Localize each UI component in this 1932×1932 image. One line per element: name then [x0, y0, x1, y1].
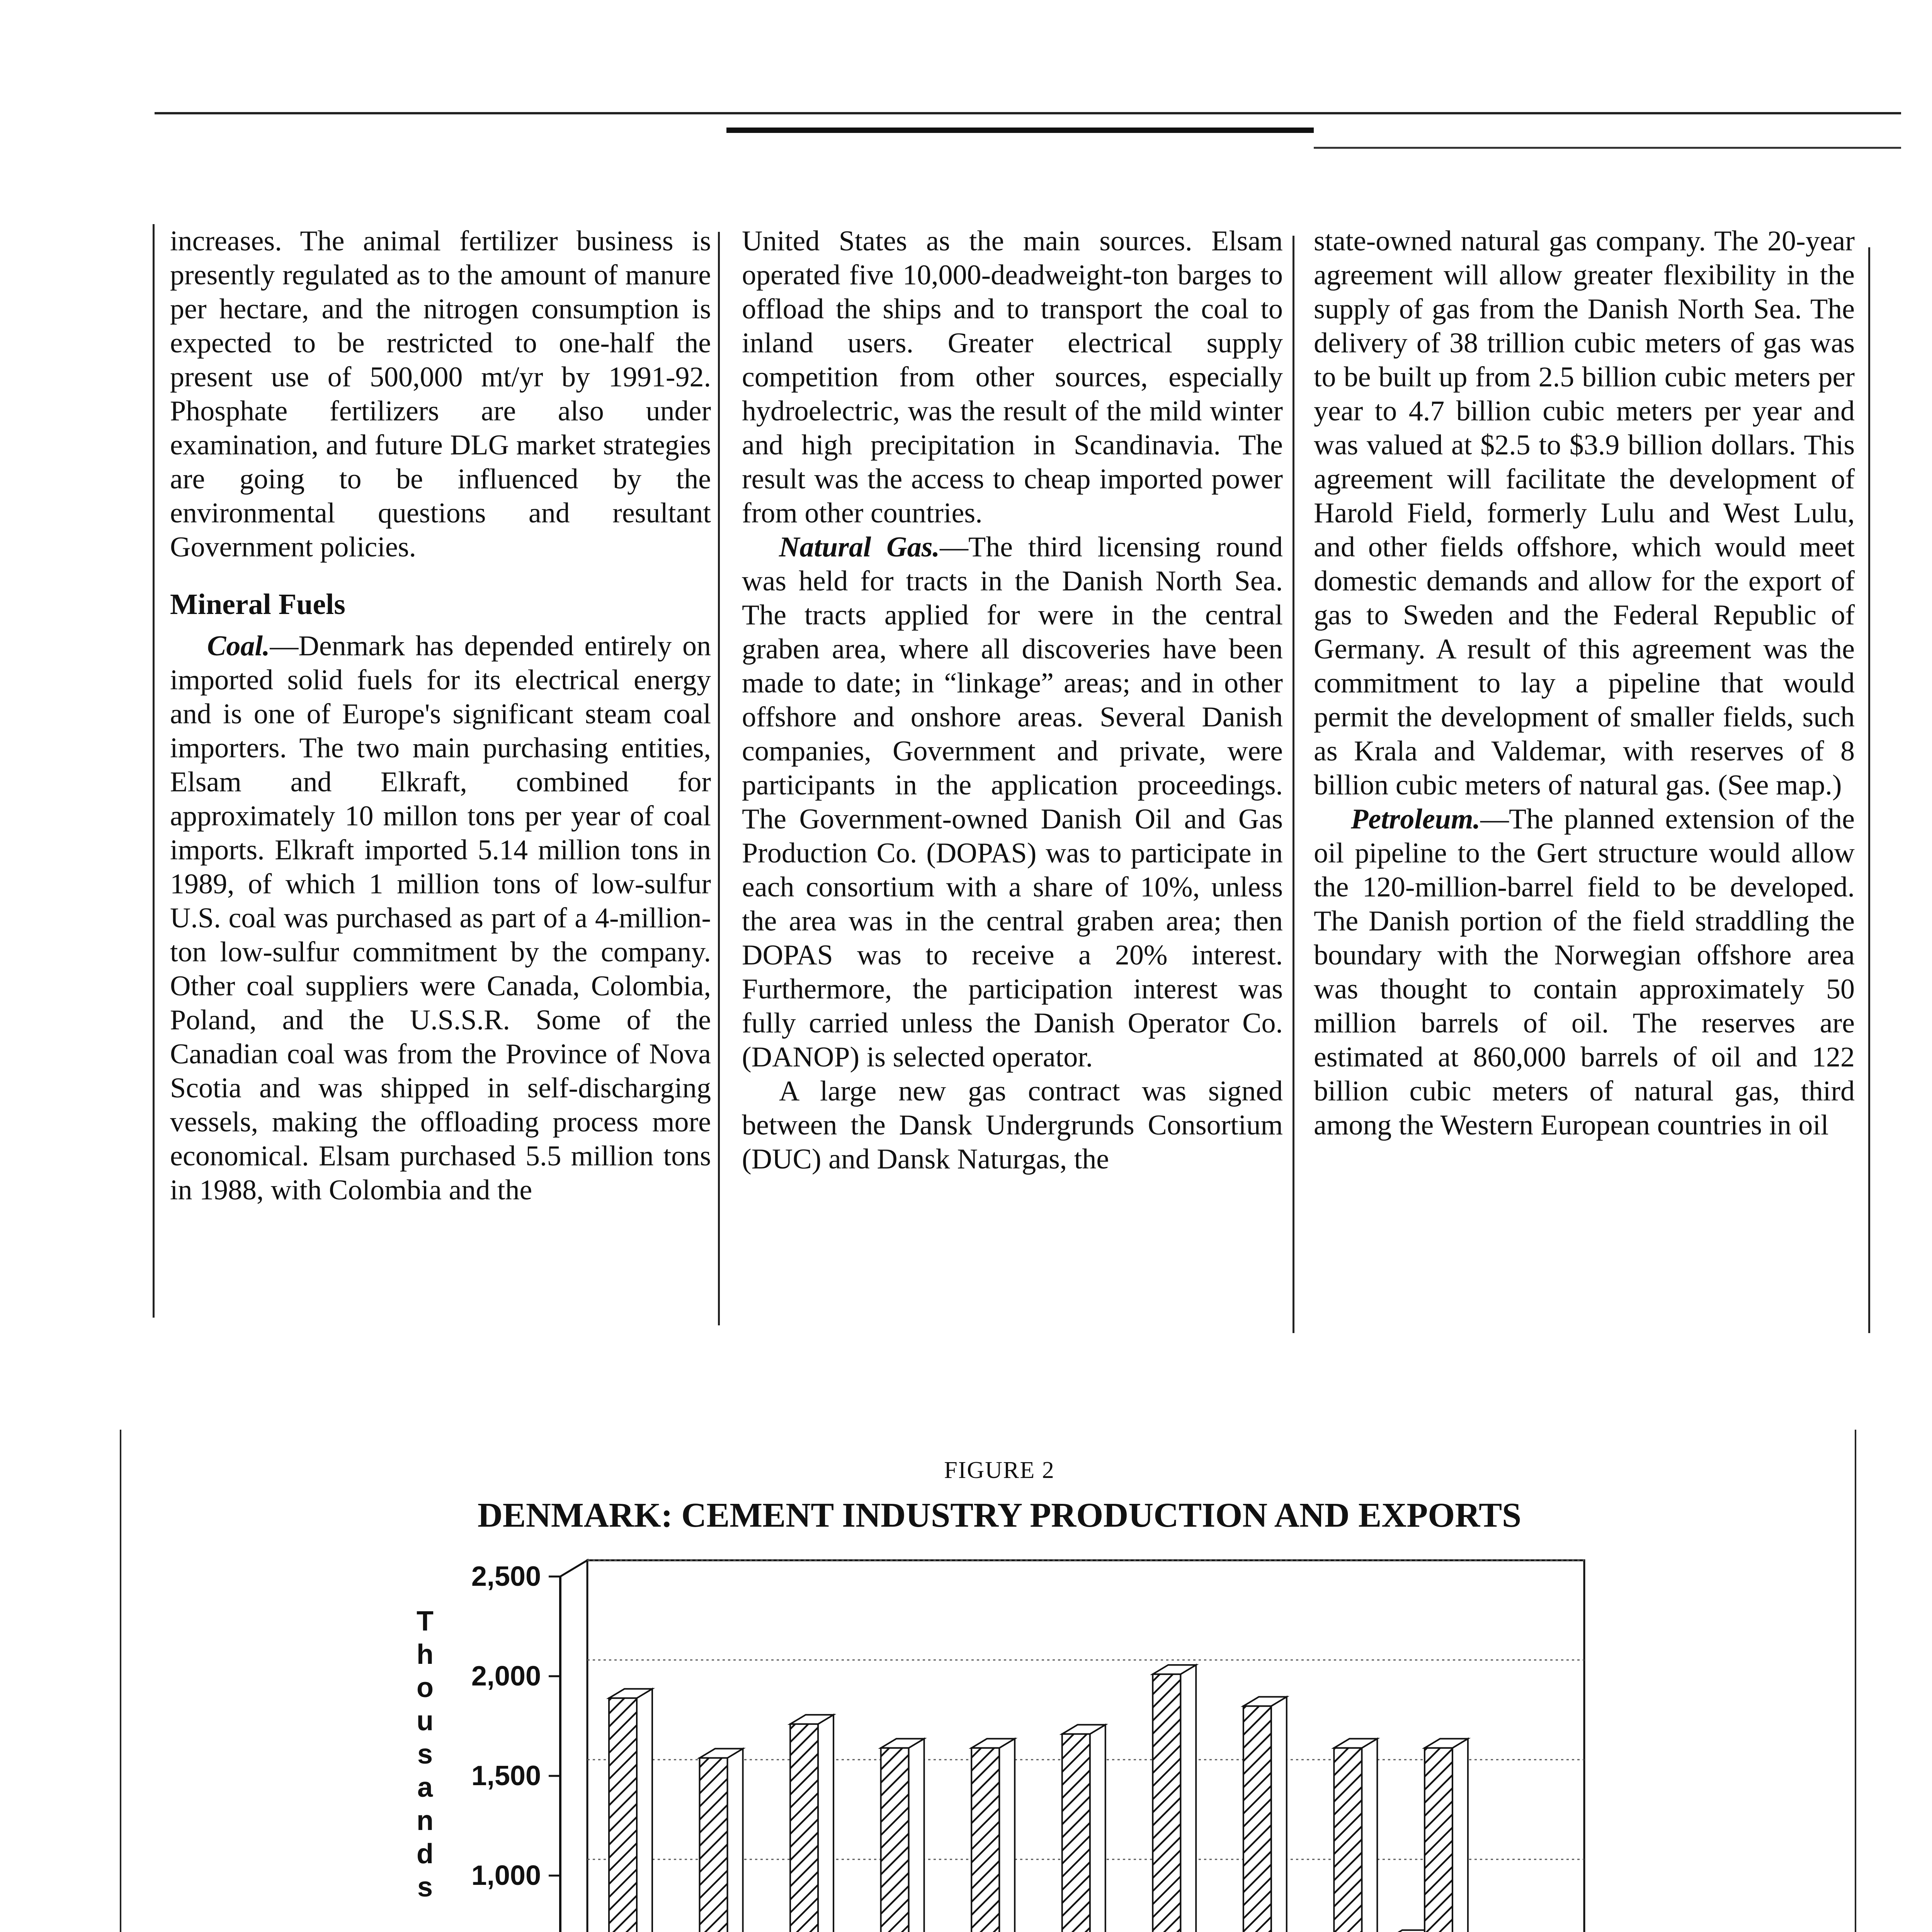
run-in-heading: Petroleum. [1351, 803, 1481, 835]
bar-production-side [909, 1739, 924, 1932]
bar-production [700, 1758, 728, 1932]
paragraph-text: —The third licensing round was held for tracts in the Danish North Sea. The tracts applied for were in the central graben area, where all discoveries have been made to date; in “linkage” areas; and in other offshore and onshore areas. Several Danish companies, Government and private, were participants in the application proceedings. The Government-owned Danish Oil and Gas Production Co. (DOPAS) was to participate in each consortium with a share of 10%, unless the area was in the central graben area; then DOPAS was to receive a 20% interest. Furthermore, the participation interest was fully carried unless the Danish Operator Co. (DANOP) is selected operator. [742, 531, 1283, 1073]
bar-production [1243, 1706, 1271, 1932]
bar-production-side [1271, 1697, 1287, 1932]
y-tick-label: 2,000 [471, 1661, 541, 1692]
bar-production [1062, 1734, 1090, 1932]
bar-production-side [1090, 1725, 1105, 1932]
bar-production-side [1362, 1739, 1377, 1932]
bar-production-side [818, 1715, 833, 1932]
bar-production [881, 1748, 909, 1932]
bar-production [1425, 1748, 1452, 1932]
y-tick-label: 1,500 [471, 1760, 541, 1791]
y-tick-label: 2,500 [471, 1561, 541, 1592]
paragraph-text: —The planned extension of the oil pipeline to the Gert structure would allow the 120-million-barrel field to be developed. The Danish portion of the field straddling the boundary with the Norwegian offshore area was thought to contain approximately 50 million barrels of oil. The reserves are estimated at 860,000 barrels of oil and 122 billion cubic meters of natural gas, third among the Western European countries in oil [1314, 803, 1855, 1141]
bar-production-side [1452, 1739, 1468, 1932]
figure-title: DENMARK: CEMENT INDUSTRY PRODUCTION AND EXPORTS [477, 1496, 1522, 1534]
y-axis-label-letter: s [417, 1739, 433, 1770]
y-axis-label-letter: s [417, 1872, 433, 1903]
y-axis-label-letter: T [417, 1606, 434, 1637]
y-axis-label-letter: h [417, 1639, 434, 1670]
bar-production-side [1180, 1665, 1196, 1932]
bar-production [609, 1698, 637, 1932]
paragraph-text: —Denmark has depended entirely on imported solid fuels for its electrical energy and is one of Europe's significant steam coal importers. The two main purchasing entities, Elsam and Elkraft, combined for approximately 10 millon tons per year of coal imports. Elkraft imported 5.14 million tons in 1989, of which 1 million tons of low-sulfur U.S. coal was purchased as part of a 4-million-ton low-sulfur commitment by the company. Other coal suppliers were Canada, Colombia, Poland, and the U.S.S.R. Some of the Canadian coal was from the Province of Nova Scotia and was shipped in self-discharging vessels, making the offloading process more economical. Elsam purchased 5.5 million tons in 1988, with Colombia and the [170, 630, 711, 1206]
bar-production-side [728, 1749, 743, 1932]
y-axis-label-letter: a [417, 1772, 433, 1803]
y-axis-label-letter: d [417, 1838, 434, 1869]
y-tick-label: 1,000 [471, 1860, 541, 1891]
bar-production [971, 1748, 999, 1932]
paragraph-text: United States as the main sources. Elsam operated five 10,000-deadweight-ton barges to offload the ships and to transport the coal to inland users. Greater electrical supply competition from other sources, especially hydroelectric, was the result of the mild winter and high precipitation in Scandinavia. The result was the access to cheap imported power from other countries. [742, 225, 1283, 529]
bar-production [1334, 1748, 1362, 1932]
paragraph-text: A large new gas contract was signed between the Dansk Undergrunds Consortium (DUC) and Dansk Naturgas, the [742, 1075, 1283, 1175]
run-in-heading: Coal. [207, 630, 270, 662]
figure-label: FIGURE 2 [944, 1457, 1055, 1483]
paragraph-text: increases. The animal fertilizer business is presently regulated as to the amount of manure per hectare, and the nitrogen consumption is expected to be restricted to one-half the present use of 500,000 mt/yr by 1991-92. Phosphate fertilizers are also under examination, and future DLG market strategies are going to be influenced by the environmental questions and resultant Government policies. [170, 225, 711, 563]
bar-production [1153, 1674, 1180, 1932]
y-axis-label-letter: n [417, 1805, 434, 1836]
chart-side-wall [560, 1560, 587, 1932]
y-axis-label-letter: o [417, 1672, 434, 1703]
bar-production-side [637, 1689, 652, 1932]
section-heading: Mineral Fuels [170, 588, 345, 621]
run-in-heading: Natural Gas. [779, 531, 940, 563]
bar-production [790, 1724, 818, 1932]
bar-production-side [999, 1739, 1015, 1932]
y-axis-label-letter: u [417, 1706, 434, 1736]
paragraph-text: state-owned natural gas company. The 20-year agreement will allow greater flexibility in the supply of gas from the Danish North Sea. The delivery of 38 trillion cubic meters of gas was to be built up from 2.5 billion cubic meters per year to 4.7 billion cubic meters per year and was valued at $2.5 to $3.9 billion dollars. This agreement will facilitate the development of Harold Field, formerly Lulu and West Lulu, and other fields offshore, which would meet domestic demands and allow for the export of gas to Sweden and the Federal Republic of Germany. A result of this agreement was the commitment to lay a pipeline that would permit the development of smaller fields, such as Krala and Valdemar, with reserves of 8 billion cubic meters of natural gas. (See map.) [1314, 225, 1855, 801]
